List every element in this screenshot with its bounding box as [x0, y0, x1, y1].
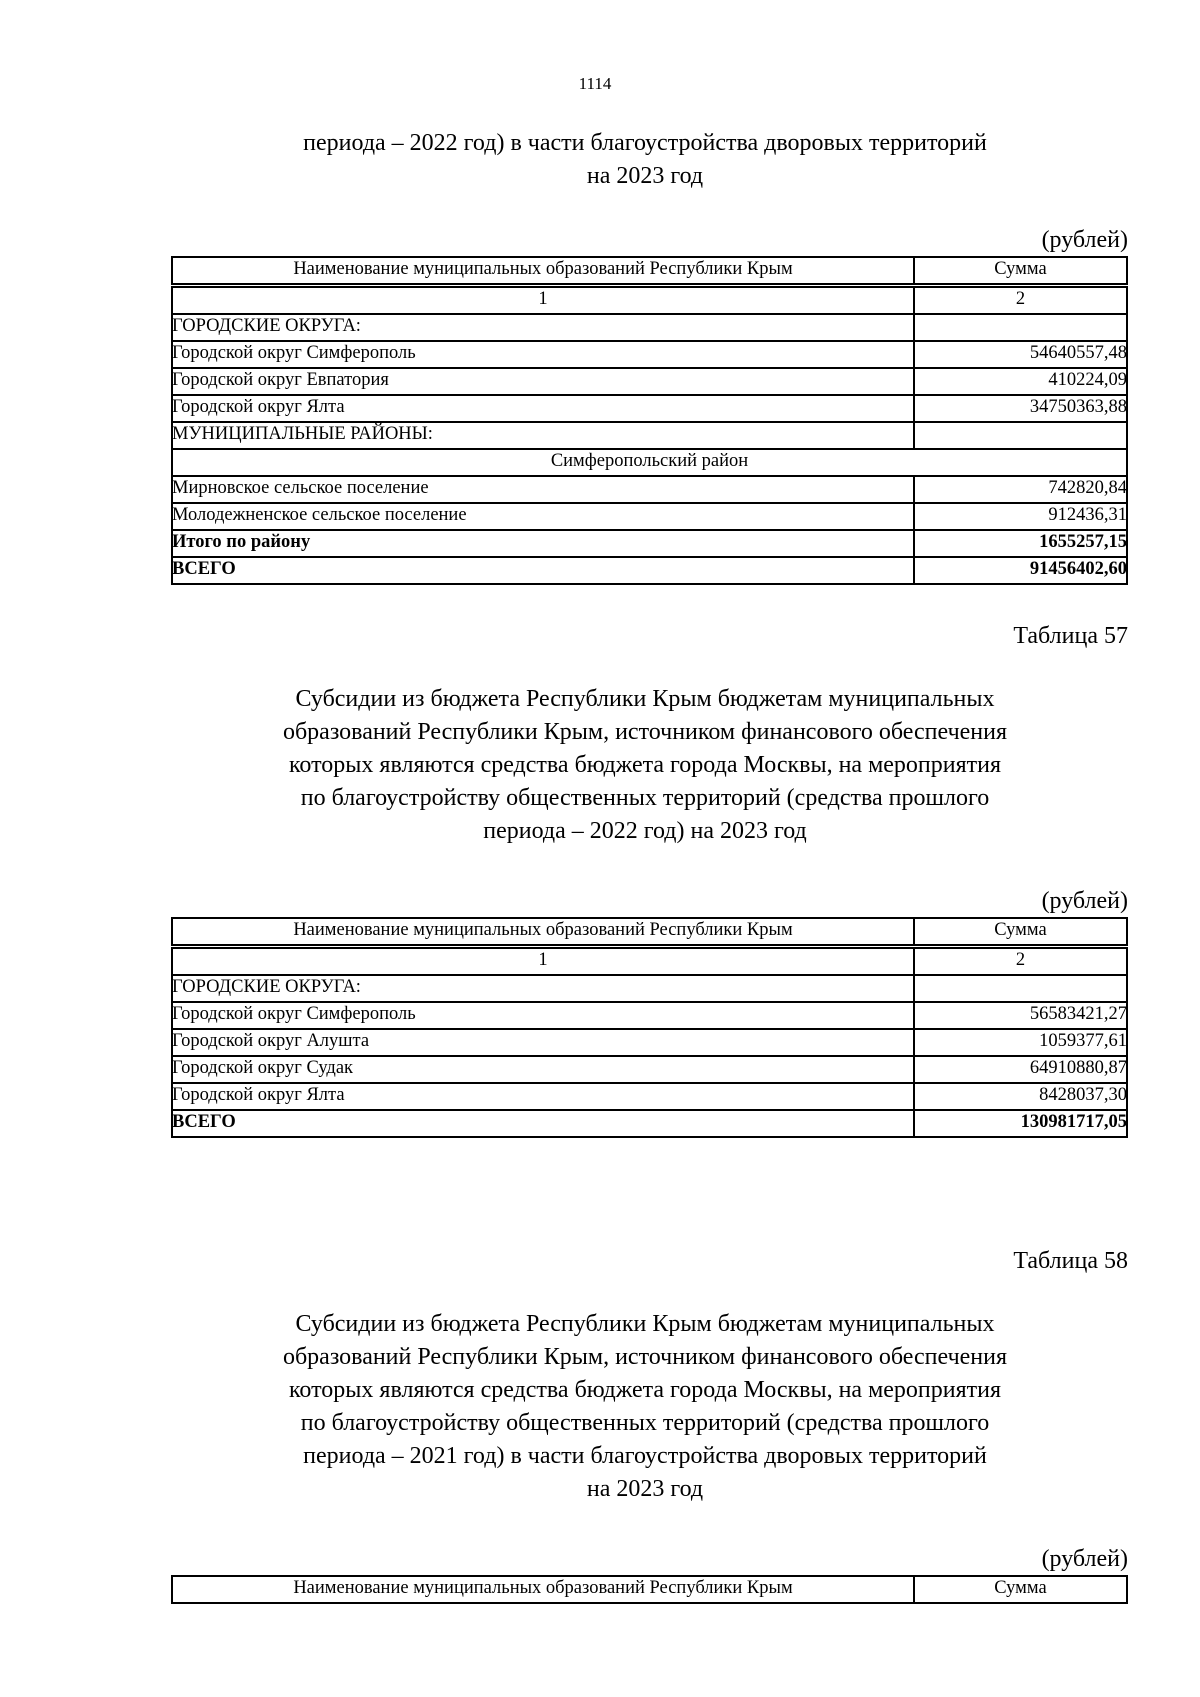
table-row: [171, 502, 1128, 529]
row-value: 8428037,30: [1039, 1085, 1127, 1105]
table-row: [171, 1082, 1128, 1109]
header-name-cell: Наименование муниципальных образований Республики Крым: [293, 259, 793, 279]
heading-line: периода – 2022 год) в части благоустройства дворовых территорий: [303, 130, 987, 156]
title-line: по благоустройству общественных территорий (средства прошлого: [300, 1410, 990, 1436]
row-value: [914, 421, 1128, 448]
row-value: 56583421,27: [1029, 1004, 1127, 1024]
header-sum-cell: Сумма: [994, 1578, 1047, 1598]
unit-label: (рублей): [1041, 227, 1128, 253]
district-total-row: [171, 529, 1128, 556]
table-header-row: [171, 1575, 1128, 1602]
row-name: ВСЕГО: [172, 1112, 236, 1132]
column-number-row: [171, 286, 1128, 313]
row-name: ГОРОДСКИЕ ОКРУГА:: [172, 977, 361, 997]
row-value: [914, 313, 1128, 340]
title-line: Субсидии из бюджета Республики Крым бюджетам муниципальных: [295, 1311, 995, 1337]
title-line: по благоустройству общественных территорий (средства прошлого: [300, 785, 990, 811]
row-name: Городской округ Ялта: [172, 1085, 345, 1105]
row-value: 410224,09: [1048, 370, 1127, 390]
row-name: Городской округ Ялта: [172, 397, 345, 417]
row-name: Молодежненское сельское поселение: [172, 505, 467, 525]
row-name: Городской округ Симферополь: [172, 343, 416, 363]
row-name: ВСЕГО: [172, 559, 236, 579]
title-line: которых являются средства бюджета города Москвы, на мероприятия: [288, 1377, 1002, 1403]
table-58-title: [160, 1308, 1130, 1506]
row-value: 54640557,48: [1029, 343, 1127, 363]
row-name: Городской округ Алушта: [172, 1031, 370, 1051]
table-row: [171, 1028, 1128, 1055]
row-value: 34750363,88: [1029, 397, 1127, 417]
table-row: [171, 974, 1128, 1001]
subsidy-table-continued: [171, 256, 1128, 590]
column-number-1: 1: [538, 289, 548, 309]
column-number-2: 2: [1015, 950, 1026, 970]
district-subheader-row: [171, 448, 1128, 475]
row-value: 91456402,60: [1029, 559, 1127, 579]
grand-total-row: [171, 1109, 1128, 1136]
page-number: 1114: [578, 74, 612, 93]
row-value: 1655257,15: [1039, 532, 1127, 552]
title-line: Субсидии из бюджета Республики Крым бюджетам муниципальных: [295, 686, 995, 712]
header-name-cell: Наименование муниципальных образований Республики Крым: [293, 920, 793, 940]
row-name: Мирновское сельское поселение: [172, 478, 429, 498]
table-58-label: Таблица 58: [1013, 1248, 1128, 1274]
table-header-row: [171, 917, 1128, 944]
table-row: [171, 340, 1128, 367]
row-value: 742820,84: [1048, 478, 1127, 498]
table-row: [171, 394, 1128, 421]
table-row: [171, 421, 1128, 448]
row-name: Городской округ Симферополь: [172, 1004, 416, 1024]
unit-label: (рублей): [1041, 888, 1128, 914]
table-57: [171, 917, 1128, 1143]
row-value: 64910880,87: [1029, 1058, 1127, 1078]
grand-total-row: [171, 556, 1128, 583]
header-sum-cell: Сумма: [994, 920, 1047, 940]
title-line: периода – 2021 год) в части благоустройства дворовых территорий: [303, 1443, 987, 1469]
unit-label: (рублей): [1041, 1546, 1128, 1572]
column-number-2: 2: [1015, 289, 1026, 309]
table-row: [171, 1001, 1128, 1028]
table-header-row: [171, 256, 1128, 283]
row-name: Городской округ Судак: [172, 1058, 354, 1078]
row-value: 1059377,61: [1039, 1031, 1127, 1051]
title-line: образований Республики Крым, источником финансового обеспечения: [282, 719, 1008, 745]
title-line: периода – 2022 год) на 2023 год: [483, 818, 807, 844]
row-name: Итого по району: [172, 532, 311, 552]
row-name: ГОРОДСКИЕ ОКРУГА:: [172, 316, 361, 336]
table-row: [171, 1055, 1128, 1082]
table-58: [171, 1575, 1128, 1605]
table-row: [171, 475, 1128, 502]
column-number-row: [171, 947, 1128, 974]
row-value: [914, 974, 1128, 1001]
table-row: [171, 313, 1128, 340]
header-sum-cell: Сумма: [994, 259, 1047, 279]
table-57-label: Таблица 57: [1013, 623, 1128, 649]
table-57-title: [160, 683, 1130, 848]
district-name: Симферопольский район: [550, 451, 749, 471]
row-value: 130981717,05: [1020, 1112, 1127, 1132]
row-name: МУНИЦИПАЛЬНЫЕ РАЙОНЫ:: [172, 424, 433, 444]
row-name: Городской округ Евпатория: [172, 370, 389, 390]
header-name-cell: Наименование муниципальных образований Республики Крым: [293, 1578, 793, 1598]
table-row: [171, 367, 1128, 394]
title-line: на 2023 год: [586, 1476, 704, 1502]
column-number-1: 1: [538, 950, 548, 970]
title-line: которых являются средства бюджета города Москвы, на мероприятия: [288, 752, 1002, 778]
continued-heading: [160, 127, 1130, 193]
heading-line: на 2023 год: [586, 163, 704, 189]
title-line: образований Республики Крым, источником финансового обеспечения: [282, 1344, 1008, 1370]
row-value: 912436,31: [1048, 505, 1127, 525]
